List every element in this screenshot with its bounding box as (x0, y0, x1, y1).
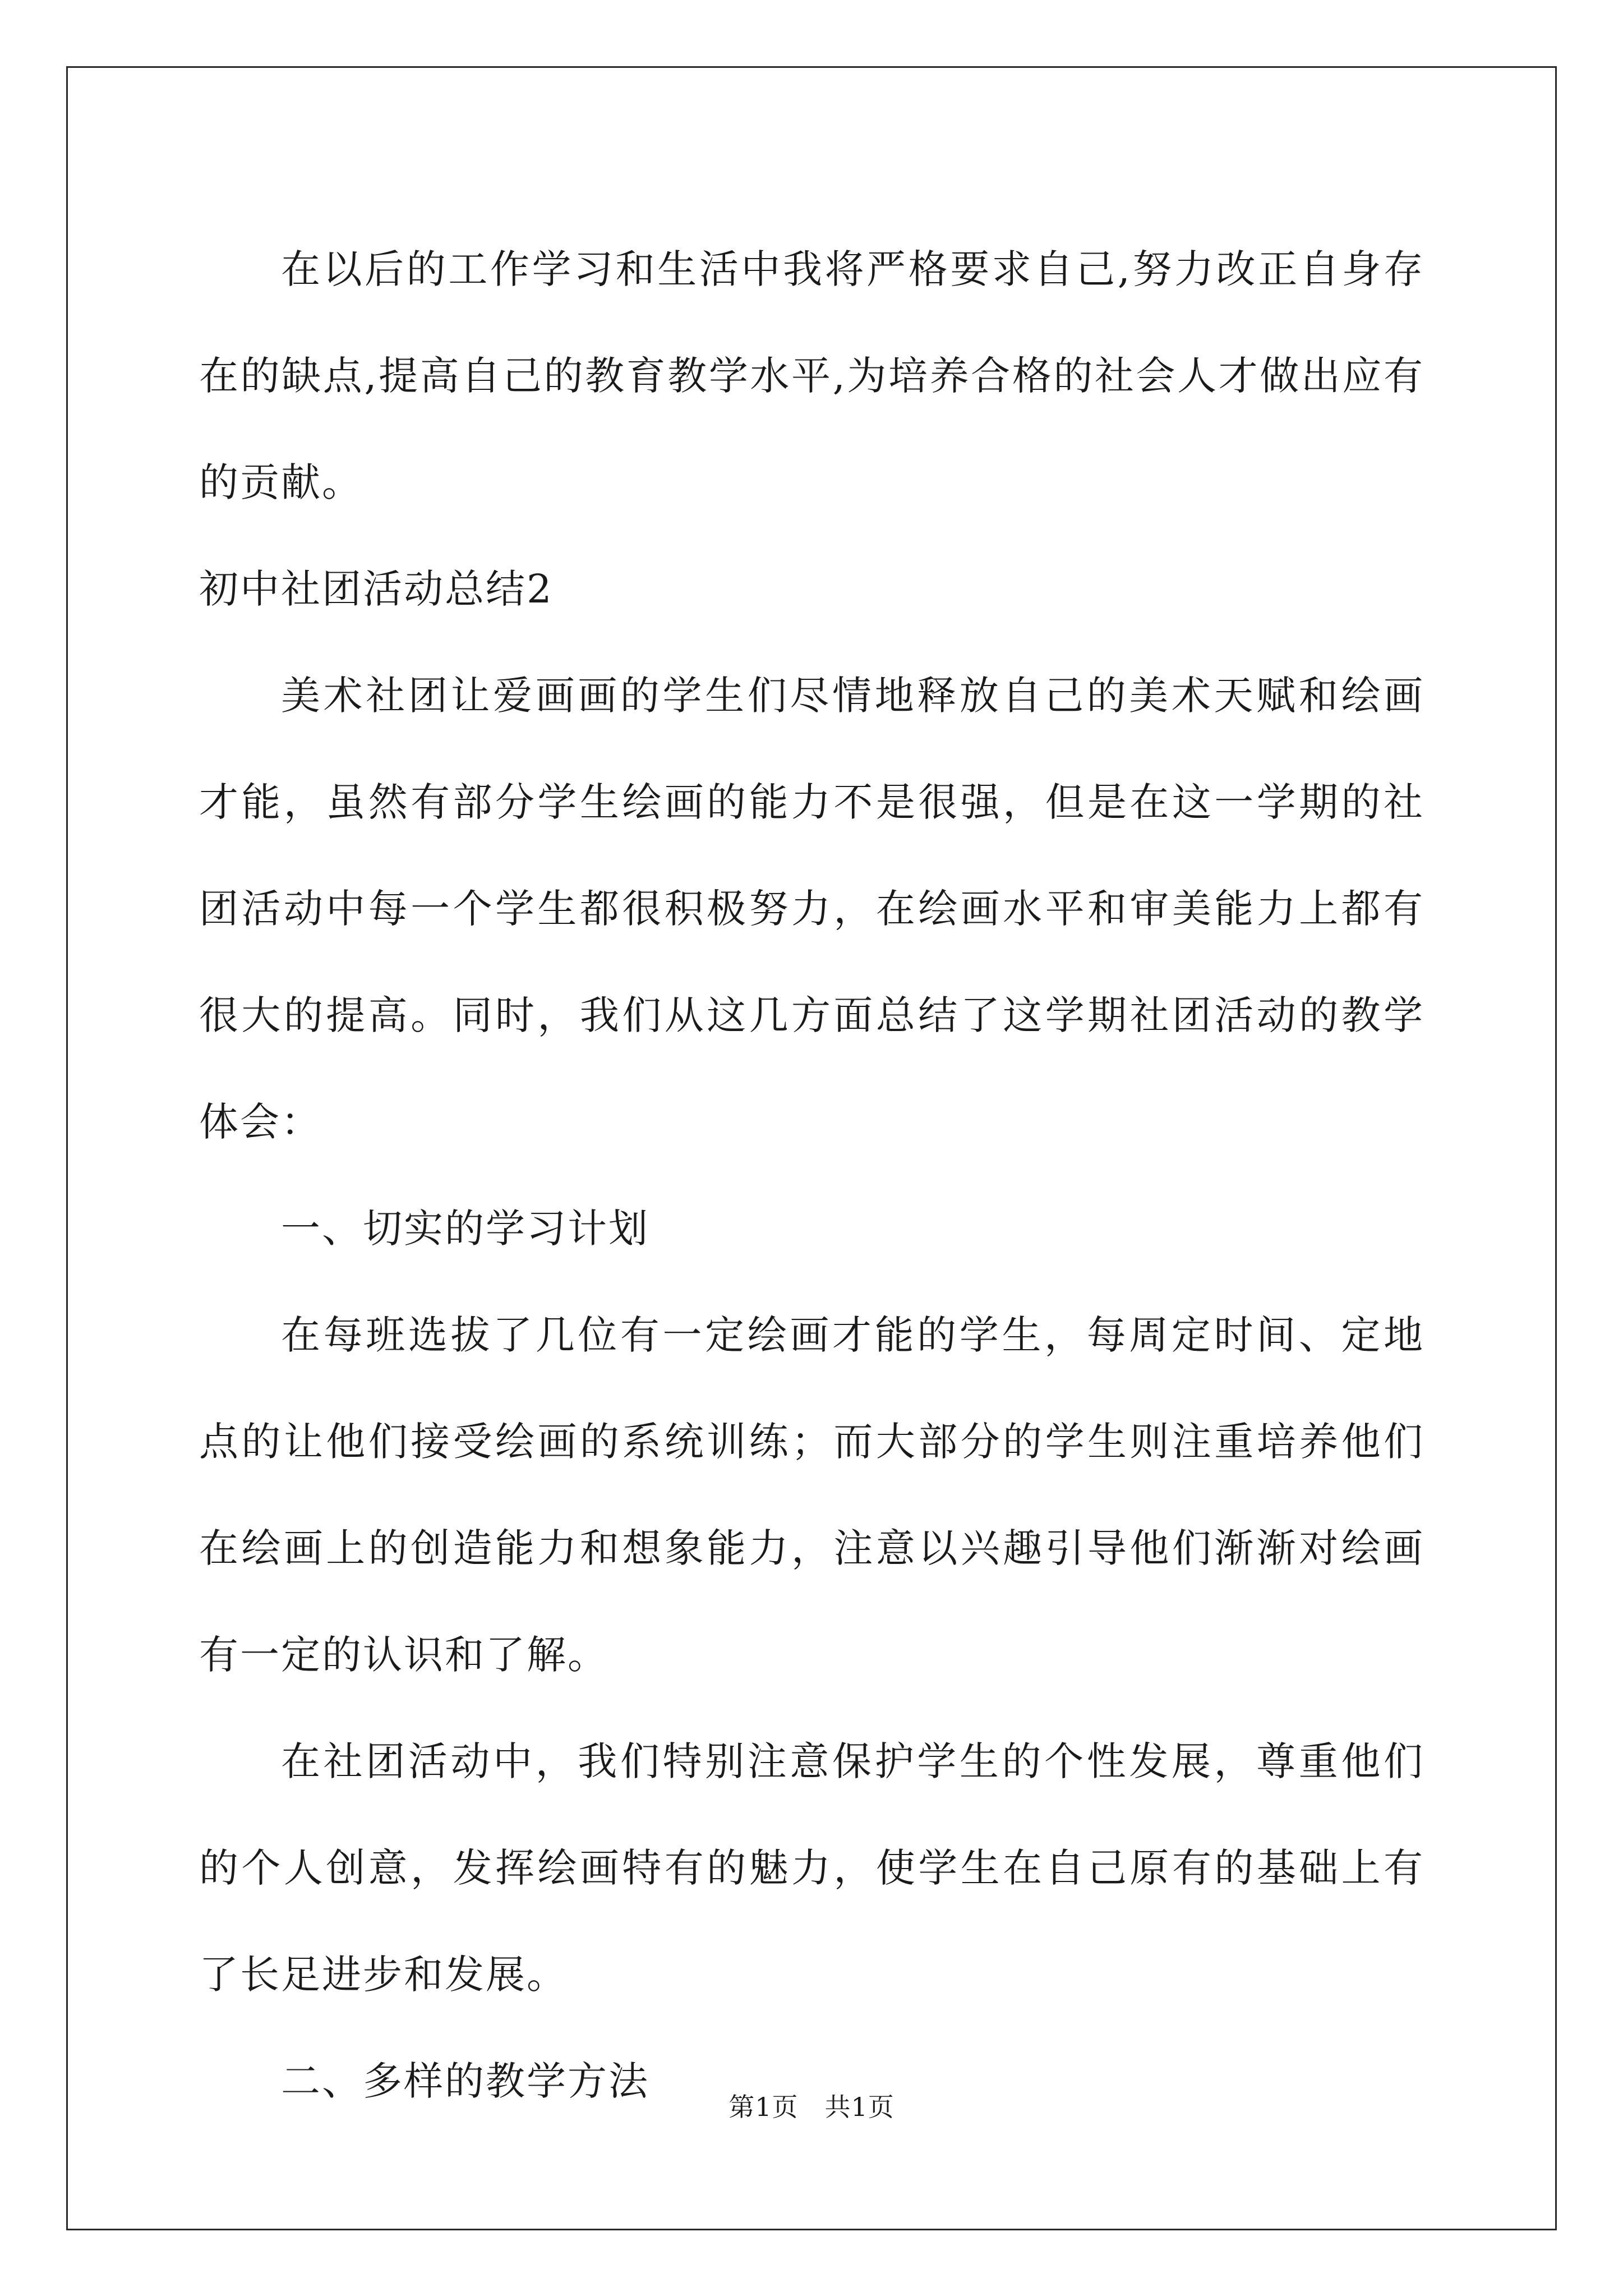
subheading-one: 一、切实的学习计划 (281, 1205, 649, 1251)
paragraph-plan: 在每班选拔了几位有一定绘画才能的学生，每周定时间、定地点的让他们接受绘画的系统训练；而大部分的学生则注重培养他们在绘画上的创造能力和想象能力，注意以兴趣引导他们渐渐对绘画有一定的认识和了解。 (199, 1312, 1424, 1678)
paragraph-intro: 美术社团让爱画画的学生们尽情地释放自己的美术天赋和绘画才能，虽然有部分学生绘画的能力不是很强，但是在这一学期的社团活动中每一个学生都很积极努力，在绘画水平和审美能力上都有很大的提高。同时，我们从这几方面总结了这学期社团活动的教学体会： (199, 673, 1424, 1145)
page-number: 第1页 (728, 2092, 799, 2122)
paragraph-closing: 在以后的工作学习和生活中我将严格要求自己,努力改正自身存在的缺点,提高自己的教育教学水平,为培养合格的社会人才做出应有的贡献。 (199, 246, 1424, 505)
section-title: 初中社团活动总结2 (199, 566, 554, 612)
page-total: 共1页 (824, 2092, 895, 2122)
page-footer (0, 2087, 1623, 2124)
subheading-two: 二、多样的教学方法 (281, 2058, 649, 2104)
paragraph-individuality: 在社团活动中，我们特别注意保护学生的个性发展，尊重他们的个人创意，发挥绘画特有的魅力，使学生在自己原有的基础上有了长足进步和发展。 (199, 1738, 1424, 1998)
document-body (199, 216, 1424, 2134)
